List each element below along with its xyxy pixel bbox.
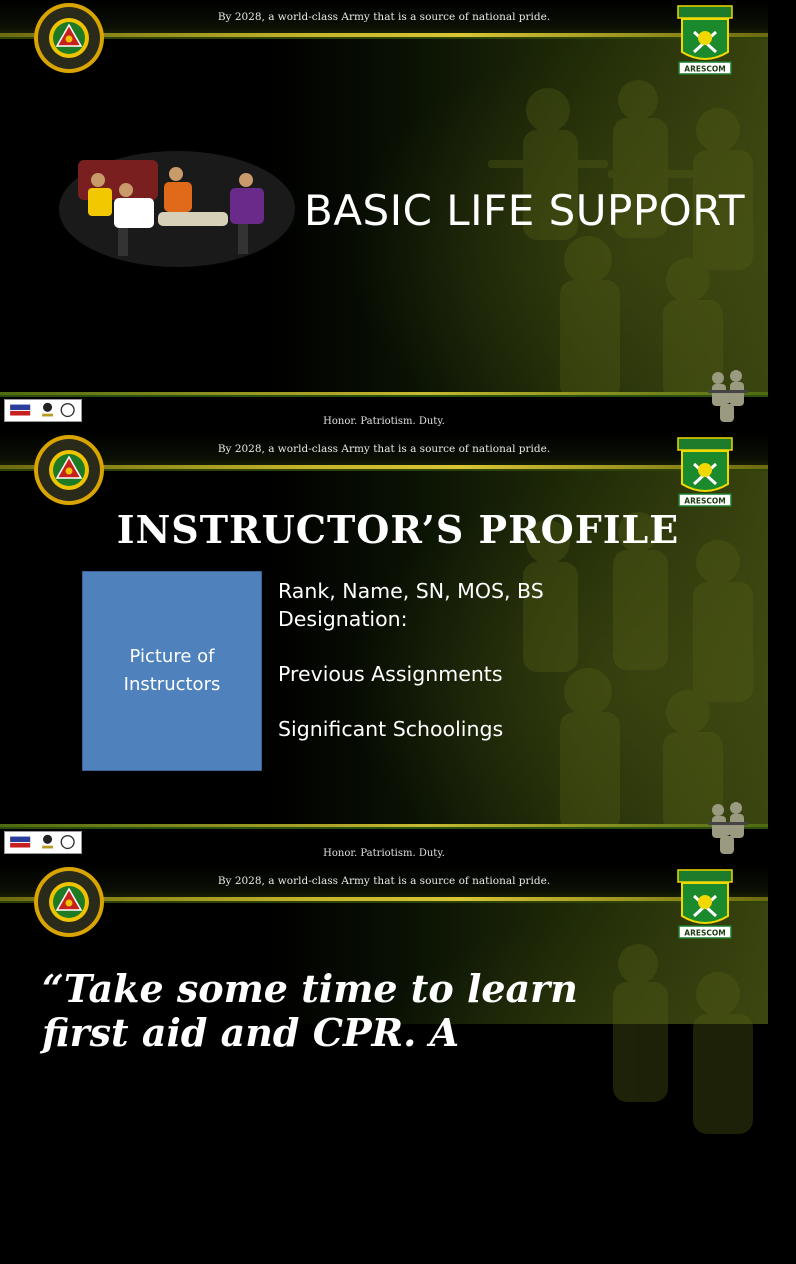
vision-motto: By 2028, a world-class Army that is a source of national pride. [217, 11, 551, 23]
arescom-emblem-icon [676, 436, 734, 508]
core-values-motto: Honor. Patriotism. Duty. [323, 416, 445, 427]
rescue-photo [58, 150, 296, 268]
phil-army-seal-icon [33, 2, 105, 74]
picture-placeholder-label: Picture of Instructors [123, 646, 221, 695]
slide-2 [0, 432, 768, 864]
profile-details [278, 578, 544, 743]
soldiers-background-icon [468, 70, 768, 400]
arescom-caption: ARESCOM [684, 928, 726, 938]
profile-spacer [278, 688, 544, 716]
profile-line: Significant Schoolings [278, 716, 504, 741]
quote-line-1: “Take some time to learn [42, 966, 578, 1011]
profile-line: Previous Assignments [278, 661, 503, 686]
vision-motto: By 2028, a world-class Army that is a source of national pride. [217, 875, 551, 887]
core-values-motto: Honor. Patriotism. Duty. [323, 848, 445, 859]
phil-army-seal-icon [33, 866, 105, 938]
green-divider [0, 37, 768, 39]
green-divider [0, 827, 768, 829]
slide-title-instructor-profile: INSTRUCTOR’S PROFILE [116, 507, 680, 552]
phil-army-seal-icon [33, 434, 105, 506]
green-divider [0, 395, 768, 397]
arescom-caption: ARESCOM [684, 496, 726, 506]
arescom-caption: ARESCOM [684, 64, 726, 74]
slide-1 [0, 0, 768, 432]
green-divider [0, 901, 768, 903]
slide-title-basic-life-support: BASIC LIFE SUPPORT [304, 186, 745, 235]
profile-spacer [278, 633, 544, 661]
slide-3 [0, 864, 768, 1055]
profile-line: Designation: [278, 606, 408, 631]
arescom-emblem-icon [676, 868, 734, 940]
profile-line: Rank, Name, SN, MOS, BS [278, 579, 544, 603]
instructor-picture-placeholder [82, 571, 262, 771]
quote-line-2: first aid and CPR. A [42, 1010, 460, 1055]
vision-motto: By 2028, a world-class Army that is a source of national pride. [217, 443, 551, 455]
arescom-emblem-icon [676, 4, 734, 76]
green-divider [0, 469, 768, 471]
